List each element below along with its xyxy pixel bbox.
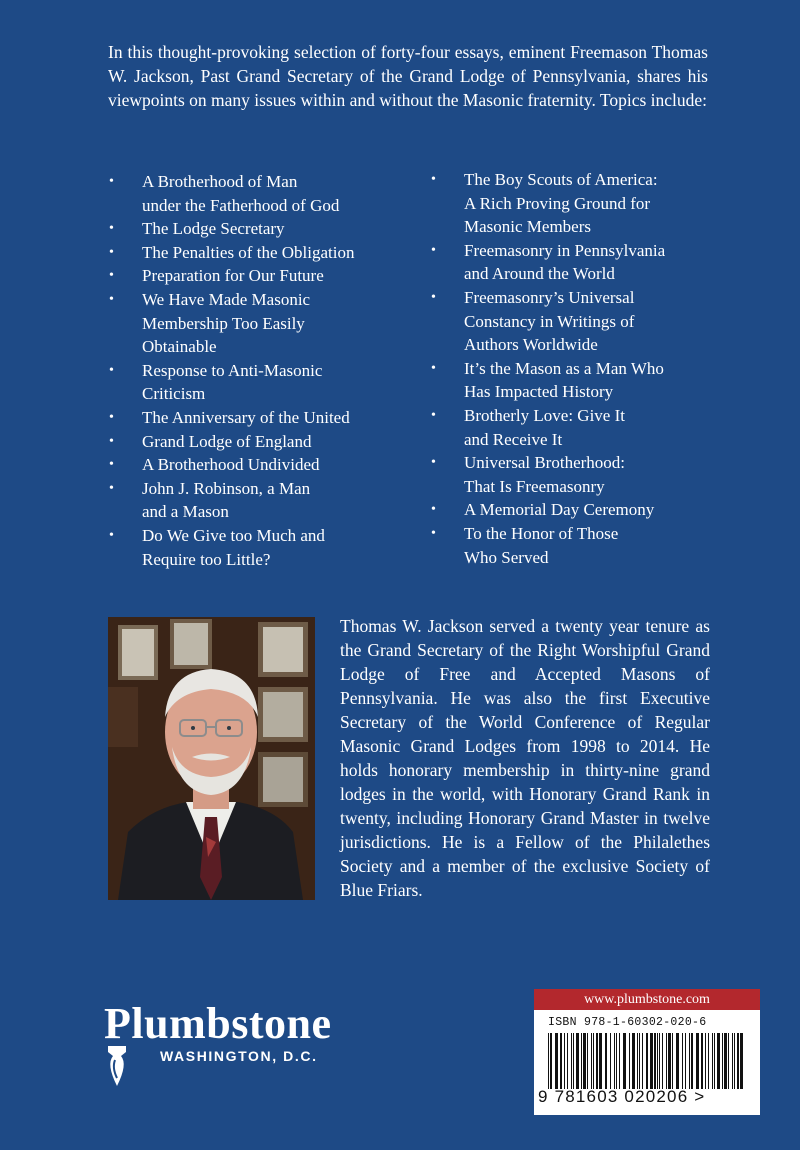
topic-label: It’s the Mason as a Man Who Has Impacted History <box>464 358 664 402</box>
barcode-bar <box>701 1033 703 1089</box>
topic-item <box>108 217 398 241</box>
barcode-bar <box>629 1033 630 1089</box>
author-bio: Thomas W. Jackson served a twenty year tenure as the Grand Secretary of the Right Worshipful Grand Lodge of Free and Accepted Masons of Pennsylvania. He was also the first Executive Secretary of the World Conference of Regular Masonic Grand Lodges from 1998 to 2014. He holds honorary membership in thirty-nine grand lodges in the world, with Honorary Grand Rank in twenty, including Honorary Grand Master in twelve jurisdictions. He is a Fellow of the Philalethes Society and a member of the exclusive Society of Blue Friars. <box>340 616 710 900</box>
barcode-bar <box>596 1033 598 1089</box>
topic-item <box>430 498 720 522</box>
topic-label: A Memorial Day Ceremony <box>464 500 655 520</box>
barcode <box>546 1033 748 1089</box>
topic-label: We Have Made Masonic Membership Too Easily Obtainable <box>142 289 311 357</box>
barcode-bar <box>639 1033 640 1089</box>
topic-item <box>108 524 398 571</box>
topic-item <box>430 239 720 286</box>
publisher-name: Plumbstone <box>104 999 332 1048</box>
topic-item <box>108 477 398 524</box>
topic-item <box>108 264 398 288</box>
publisher-url: www.plumbstone.com <box>534 989 760 1010</box>
barcode-bar <box>646 1033 648 1089</box>
barcode-bar <box>717 1033 720 1089</box>
barcode-bar <box>659 1033 660 1089</box>
barcode-bar <box>728 1033 729 1089</box>
barcode-bar <box>740 1033 743 1089</box>
barcode-bar <box>685 1033 686 1089</box>
publisher-logo <box>104 998 374 1088</box>
barcode-bar <box>705 1033 706 1089</box>
bullet-icon: • <box>109 409 114 425</box>
bullet-icon: • <box>431 525 436 541</box>
bullet-icon: • <box>431 455 436 471</box>
topic-item <box>430 522 720 569</box>
topic-item <box>108 430 398 454</box>
bullet-icon: • <box>109 457 114 473</box>
bullet-icon: • <box>109 291 114 307</box>
topic-item <box>108 406 398 430</box>
barcode-bar <box>712 1033 713 1089</box>
topic-item <box>108 170 398 217</box>
bullet-icon: • <box>431 407 436 423</box>
barcode-bar <box>550 1033 552 1089</box>
barcode-bar <box>724 1033 727 1089</box>
publisher-city: WASHINGTON, D.C. <box>160 1048 318 1064</box>
topic-label: Do We Give too Much and Require too Little? <box>142 525 325 569</box>
barcode-bar <box>632 1033 635 1089</box>
barcode-bar <box>682 1033 683 1089</box>
barcode-bar <box>737 1033 739 1089</box>
barcode-bar <box>619 1033 620 1089</box>
barcode-bar <box>616 1033 617 1089</box>
barcode-bar <box>672 1033 673 1089</box>
topic-item <box>430 451 720 498</box>
bullet-icon: • <box>431 172 436 187</box>
topic-label: A Brotherhood Undivided <box>142 455 320 475</box>
topic-label: The Penalties of the Obligation <box>142 242 355 262</box>
topics-column-right <box>430 168 720 569</box>
topic-label: The Anniversary of the United <box>142 407 350 427</box>
barcode-bar <box>583 1033 586 1089</box>
barcode-bar <box>708 1033 709 1089</box>
topic-item <box>108 453 398 477</box>
barcode-bar <box>642 1033 643 1089</box>
bullet-icon: • <box>431 289 436 305</box>
topic-item <box>430 357 720 404</box>
bullet-icon: • <box>431 502 436 518</box>
topic-item <box>430 168 720 239</box>
bullet-icon: • <box>109 362 114 378</box>
barcode-bar <box>555 1033 558 1089</box>
barcode-bar <box>614 1033 615 1089</box>
barcode-bar <box>548 1033 549 1089</box>
topic-label: Brotherly Love: Give It and Receive It <box>464 405 625 449</box>
bullet-icon: • <box>109 244 114 260</box>
barcode-bar <box>650 1033 653 1089</box>
bullet-icon: • <box>109 268 114 284</box>
barcode-bar <box>734 1033 735 1089</box>
barcode-bar <box>567 1033 568 1089</box>
topic-label: Response to Anti-Masonic Criticism <box>142 360 323 404</box>
barcode-bar <box>605 1033 607 1089</box>
topic-item <box>430 404 720 451</box>
barcode-bar <box>623 1033 626 1089</box>
plumb-bob-icon <box>104 1046 130 1091</box>
topic-item <box>430 286 720 357</box>
bullet-icon: • <box>431 360 436 376</box>
barcode-bar <box>691 1033 693 1089</box>
bullet-icon: • <box>109 221 114 237</box>
topic-label: Freemasonry’s Universal Constancy in Writings of Authors Worldwide <box>464 287 635 355</box>
barcode-bar <box>571 1033 572 1089</box>
barcode-bar <box>732 1033 733 1089</box>
barcode-bar <box>610 1033 611 1089</box>
bullet-icon: • <box>109 480 114 496</box>
barcode-bar <box>587 1033 588 1089</box>
topic-label: A Brotherhood of Man under the Fatherhood of God <box>142 172 340 215</box>
barcode-bar <box>637 1033 638 1089</box>
barcode-bar <box>722 1033 723 1089</box>
topic-label: Grand Lodge of England <box>142 431 312 451</box>
barcode-bar <box>668 1033 671 1089</box>
topic-label: John J. Robinson, a Man and a Mason <box>142 478 311 522</box>
bullet-icon: • <box>109 433 114 449</box>
isbn-label: ISBN 978-1-60302-020-6 <box>548 1016 707 1029</box>
topic-item <box>108 359 398 406</box>
topics-column-left <box>108 170 398 571</box>
topic-item <box>108 288 398 359</box>
topic-item <box>108 241 398 265</box>
bullet-icon: • <box>109 174 114 189</box>
author-photo <box>108 617 315 900</box>
barcode-bar <box>564 1033 565 1089</box>
barcode-bar <box>689 1033 690 1089</box>
barcode-bar <box>662 1033 663 1089</box>
barcode-bar <box>591 1033 592 1089</box>
intro-paragraph: In this thought-provoking selection of forty-four essays, eminent Freemason Thomas W. Jackson, Past Grand Secretary of the Grand Lodge of Pennsylvania, shares his viewpoints on many issues within and without the Masonic fraternity. Topics include: <box>108 42 708 110</box>
barcode-bar <box>576 1033 579 1089</box>
topic-label: The Boy Scouts of America: A Rich Proving Ground for Masonic Members <box>464 170 658 237</box>
barcode-bar <box>581 1033 582 1089</box>
barcode-panel <box>534 989 760 1115</box>
topic-label: The Lodge Secretary <box>142 219 285 239</box>
barcode-bar <box>696 1033 699 1089</box>
barcode-digits: 9 781603 020206 > <box>538 1087 706 1106</box>
topic-label: Freemasonry in Pennsylvania and Around the World <box>464 240 666 284</box>
barcode-bar <box>654 1033 656 1089</box>
barcode-bar <box>593 1033 594 1089</box>
barcode-bar <box>676 1033 679 1089</box>
barcode-bar <box>714 1033 715 1089</box>
topic-label: Preparation for Our Future <box>142 266 324 286</box>
topic-label: To the Honor of Those Who Served <box>464 523 619 567</box>
barcode-bar <box>560 1033 562 1089</box>
barcode-bar <box>657 1033 658 1089</box>
barcode-bar <box>573 1033 574 1089</box>
bullet-icon: • <box>431 242 436 258</box>
barcode-bar <box>599 1033 602 1089</box>
bullet-icon: • <box>109 527 114 543</box>
topic-label: Universal Brotherhood: That Is Freemasonry <box>464 453 625 496</box>
barcode-bar <box>666 1033 667 1089</box>
